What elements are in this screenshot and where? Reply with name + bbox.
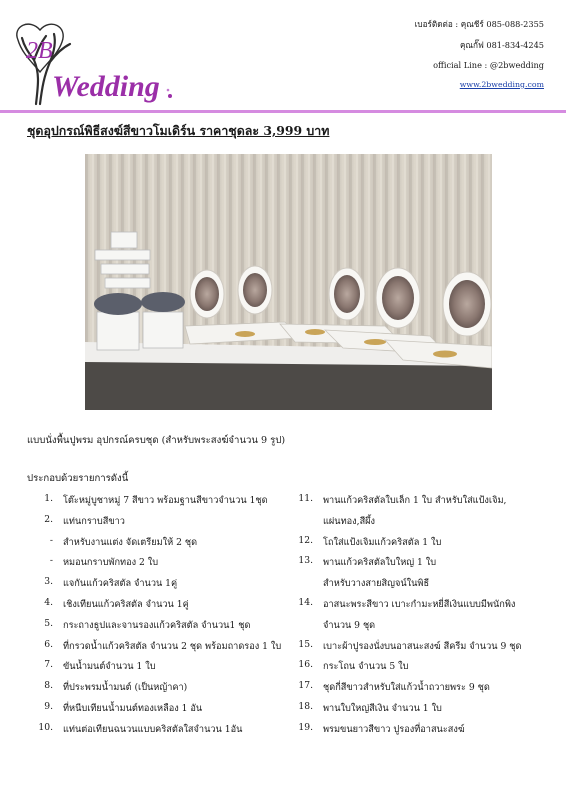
list-item-number: 2. [44, 513, 53, 525]
photo-caption: แบบนั่งพื้นปูพรม อุปกรณ์ครบชุด (สำหรับพระสงฆ์จำนวน 9 รูป) [27, 435, 286, 446]
list-item-text: กระถางธูปและจานรองแก้วคริสตัล จำนวน1 ชุด [63, 619, 251, 631]
logo-number: 2B [26, 38, 53, 64]
contact-phone-1: เบอร์ติดต่อ : คุณชีร์ 085-088-2355 [414, 19, 544, 29]
list-item-number: 7. [44, 659, 53, 671]
list-item-text: ที่กรวดน้ำแก้วคริสตัล จำนวน 2 ชุด พร้อมถาดรอง 1 ใบ [63, 640, 282, 652]
list-item-number: 4. [44, 597, 53, 608]
list-item-number: - [49, 555, 53, 567]
list-item-number: 8. [44, 680, 53, 692]
list-item-text: กระโถน จำนวน 5 ใบ [323, 661, 409, 673]
list-item-text: แท่นกราบสีขาว [63, 515, 125, 527]
list-intro: ประกอบด้วยรายการดังนี้ [27, 473, 129, 484]
list-item-text: หมอนกราบพักทอง 2 ใบ [63, 557, 159, 569]
list-item-text: โต๊ะหมู่บูชาหมู่ 7 สีขาว พร้อมฐานสีขาวจำนวน 1ชุด [63, 495, 268, 506]
list-item-text: สำหรับงานแต่ง จัดเตรียมให้ 2 ชุด [63, 536, 198, 548]
contact-phone-2: คุณกั๊ฟ 081-834-4245 [459, 40, 544, 50]
list-item-number: 13. [298, 555, 313, 567]
list-item-text: จำนวน 9 ชุด [323, 619, 376, 631]
list-item-number: 18. [298, 701, 313, 712]
list-item-text: พานใบใหญ่สีเงิน จำนวน 1 ใบ [323, 703, 442, 714]
list-item-text: แท่นต่อเทียนฉนวนแบบคริสตัลใสจำนวน 1อัน [63, 723, 243, 735]
list-item-number: 14. [298, 597, 313, 608]
list-item-text: โถใส่แป้งเจิมแก้วคริสตัล 1 ใบ [323, 536, 442, 548]
list-item-number: 11. [298, 493, 313, 504]
product-photo [85, 154, 492, 410]
contact-line-id: official Line : @2bwedding [433, 60, 544, 70]
list-item-number: 5. [44, 617, 53, 629]
list-item-text: เชิงเทียนแก้วคริสตัล จำนวน 1คู่ [63, 599, 189, 610]
list-item-number: 3. [44, 576, 53, 588]
list-item-text: สำหรับวางสายสิญจน์ในพิธี [323, 578, 430, 590]
list-item-number: 19. [298, 721, 313, 733]
list-item-text: อาสนะพระสีขาว เบาะกำมะหยี่สีเงินแบบมีพนักพิง [323, 599, 516, 610]
logo-text: Wedding [52, 70, 160, 103]
item-list-right [287, 493, 557, 743]
list-item-number: 9. [44, 701, 53, 712]
list-item-text: ที่ประพรมน้ำมนต์ (เป็นหญ้าคา) [63, 682, 188, 694]
list-item-text: ชุดกี่สีขาวสำหรับใส่แก้วน้ำถวายพระ 9 ชุด [323, 682, 490, 694]
list-item-text: พานแก้วคริสตัลใบใหญ่ 1 ใบ [323, 557, 437, 569]
list-item-number: 1. [44, 493, 53, 504]
list-item-number: 12. [298, 534, 313, 546]
page-title: ชุดอุปกรณ์พิธีสงฆ์สีขาวโมเดิร์น ราคาชุดละ 3,999 บาท [27, 123, 330, 138]
list-item-text: ที่หนีบเทียนน้ำมนต์ทองเหลือง 1 อัน [63, 703, 203, 714]
list-item-text: เบาะผ้าปูรองนั่งบนอาสนะสงฆ์ สีครีม จำนวน 9 ชุด [323, 640, 522, 652]
list-item-number: 10. [38, 721, 53, 733]
item-list-left [27, 493, 297, 743]
list-item-number: 15. [298, 638, 313, 650]
header-divider [0, 110, 566, 113]
list-item-text: พานแก้วคริสตัลใบเล็ก 1 ใบ สำหรับใส่แป้งเจิม, [323, 495, 507, 506]
list-item-number: 17. [298, 680, 313, 692]
brand-logo [10, 16, 180, 108]
list-item-number: - [49, 534, 53, 546]
list-item-text: พรมขนยาวสีขาว ปูรองที่อาสนะสงฆ์ [323, 723, 465, 735]
website-link[interactable]: www.2bwedding.com [459, 80, 544, 89]
list-item-text: แจกันแก้วคริสตัล จำนวน 1คู่ [63, 578, 178, 590]
list-item-number: 6. [44, 638, 53, 650]
list-item-text: ขันน้ำมนต์จำนวน 1 ใบ [63, 661, 156, 673]
list-item-text: แผ่นทอง,สีผึ้ง [323, 515, 376, 527]
list-item-number: 16. [298, 659, 313, 671]
